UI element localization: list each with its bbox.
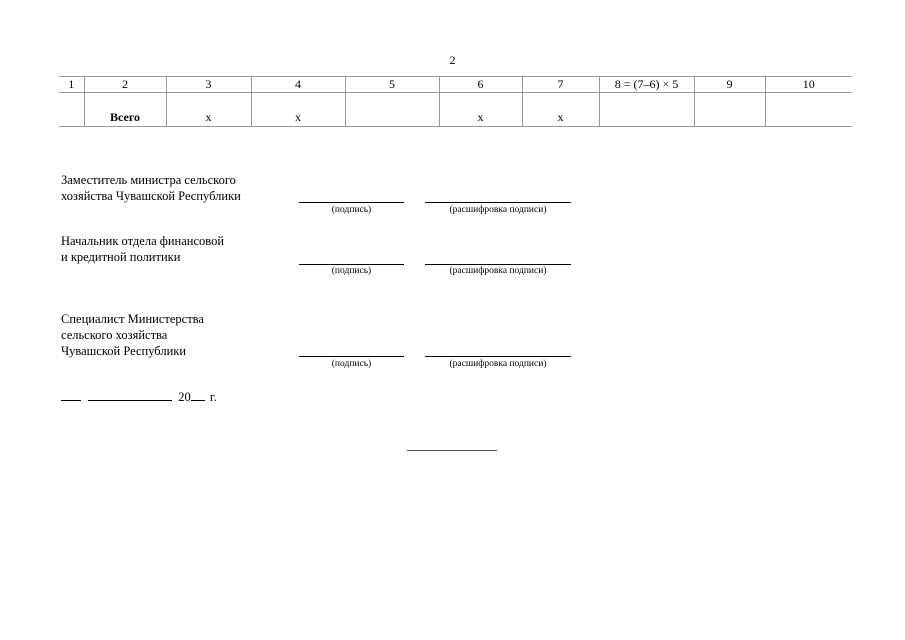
table-cell [694, 93, 765, 127]
signature-title-line: сельского хозяйства [61, 328, 168, 342]
column-number-cell: 6 [439, 77, 522, 93]
signature-decode-caption: (расшифровка подписи) [449, 359, 547, 369]
signature-caption: (подпись) [331, 266, 372, 276]
signature-title-ministry-specialist [61, 311, 204, 359]
total-label-cell: Всего [84, 93, 166, 127]
signature-line [299, 264, 404, 265]
date-line [61, 388, 217, 405]
table-cell: х [251, 93, 345, 127]
signature-title-line: Специалист Министерства [61, 312, 204, 326]
signature-title-line: Начальник отдела финансовой [61, 234, 225, 248]
signature-decode-line [425, 202, 571, 203]
column-formula-cell: 8 = (7–6) × 5 [599, 77, 694, 93]
signature-title-line: хозяйства Чувашской Республики [61, 189, 241, 203]
signature-title-line: Заместитель министра сельского [61, 173, 236, 187]
year-suffix: г. [209, 390, 217, 404]
signature-decode-line [425, 356, 571, 357]
signature-caption: (подпись) [331, 359, 372, 369]
year-blank [191, 388, 205, 401]
column-number-cell: 3 [166, 77, 251, 93]
column-number-cell: 2 [84, 77, 166, 93]
column-number-cell: 5 [345, 77, 439, 93]
column-number-cell: 4 [251, 77, 345, 93]
month-blank [88, 388, 172, 401]
signature-title-deputy-minister [61, 172, 241, 204]
page-number: 2 [449, 53, 456, 67]
signature-title-line: Чувашской Республики [61, 344, 187, 358]
summary-table [59, 76, 852, 127]
year-prefix: 20 [178, 390, 191, 404]
day-blank [61, 388, 81, 401]
signature-caption: (подпись) [331, 205, 372, 215]
table-header-row [59, 77, 852, 93]
end-of-document-rule [407, 450, 497, 451]
signature-title-department-head [61, 233, 224, 265]
table-cell [59, 93, 84, 127]
table-cell: х [522, 93, 599, 127]
table-cell [765, 93, 852, 127]
signature-line [299, 356, 404, 357]
column-number-cell: 10 [765, 77, 852, 93]
table-cell [345, 93, 439, 127]
signature-line [299, 202, 404, 203]
signature-title-line: и кредитной политики [61, 250, 181, 264]
table-cell: х [166, 93, 251, 127]
table-total-row [59, 93, 852, 127]
column-number-cell: 9 [694, 77, 765, 93]
signature-decode-line [425, 264, 571, 265]
column-number-cell: 7 [522, 77, 599, 93]
signature-decode-caption: (расшифровка подписи) [449, 266, 547, 276]
column-number-cell: 1 [59, 77, 84, 93]
table-cell [599, 93, 694, 127]
signature-decode-caption: (расшифровка подписи) [449, 205, 547, 215]
table-cell: х [439, 93, 522, 127]
